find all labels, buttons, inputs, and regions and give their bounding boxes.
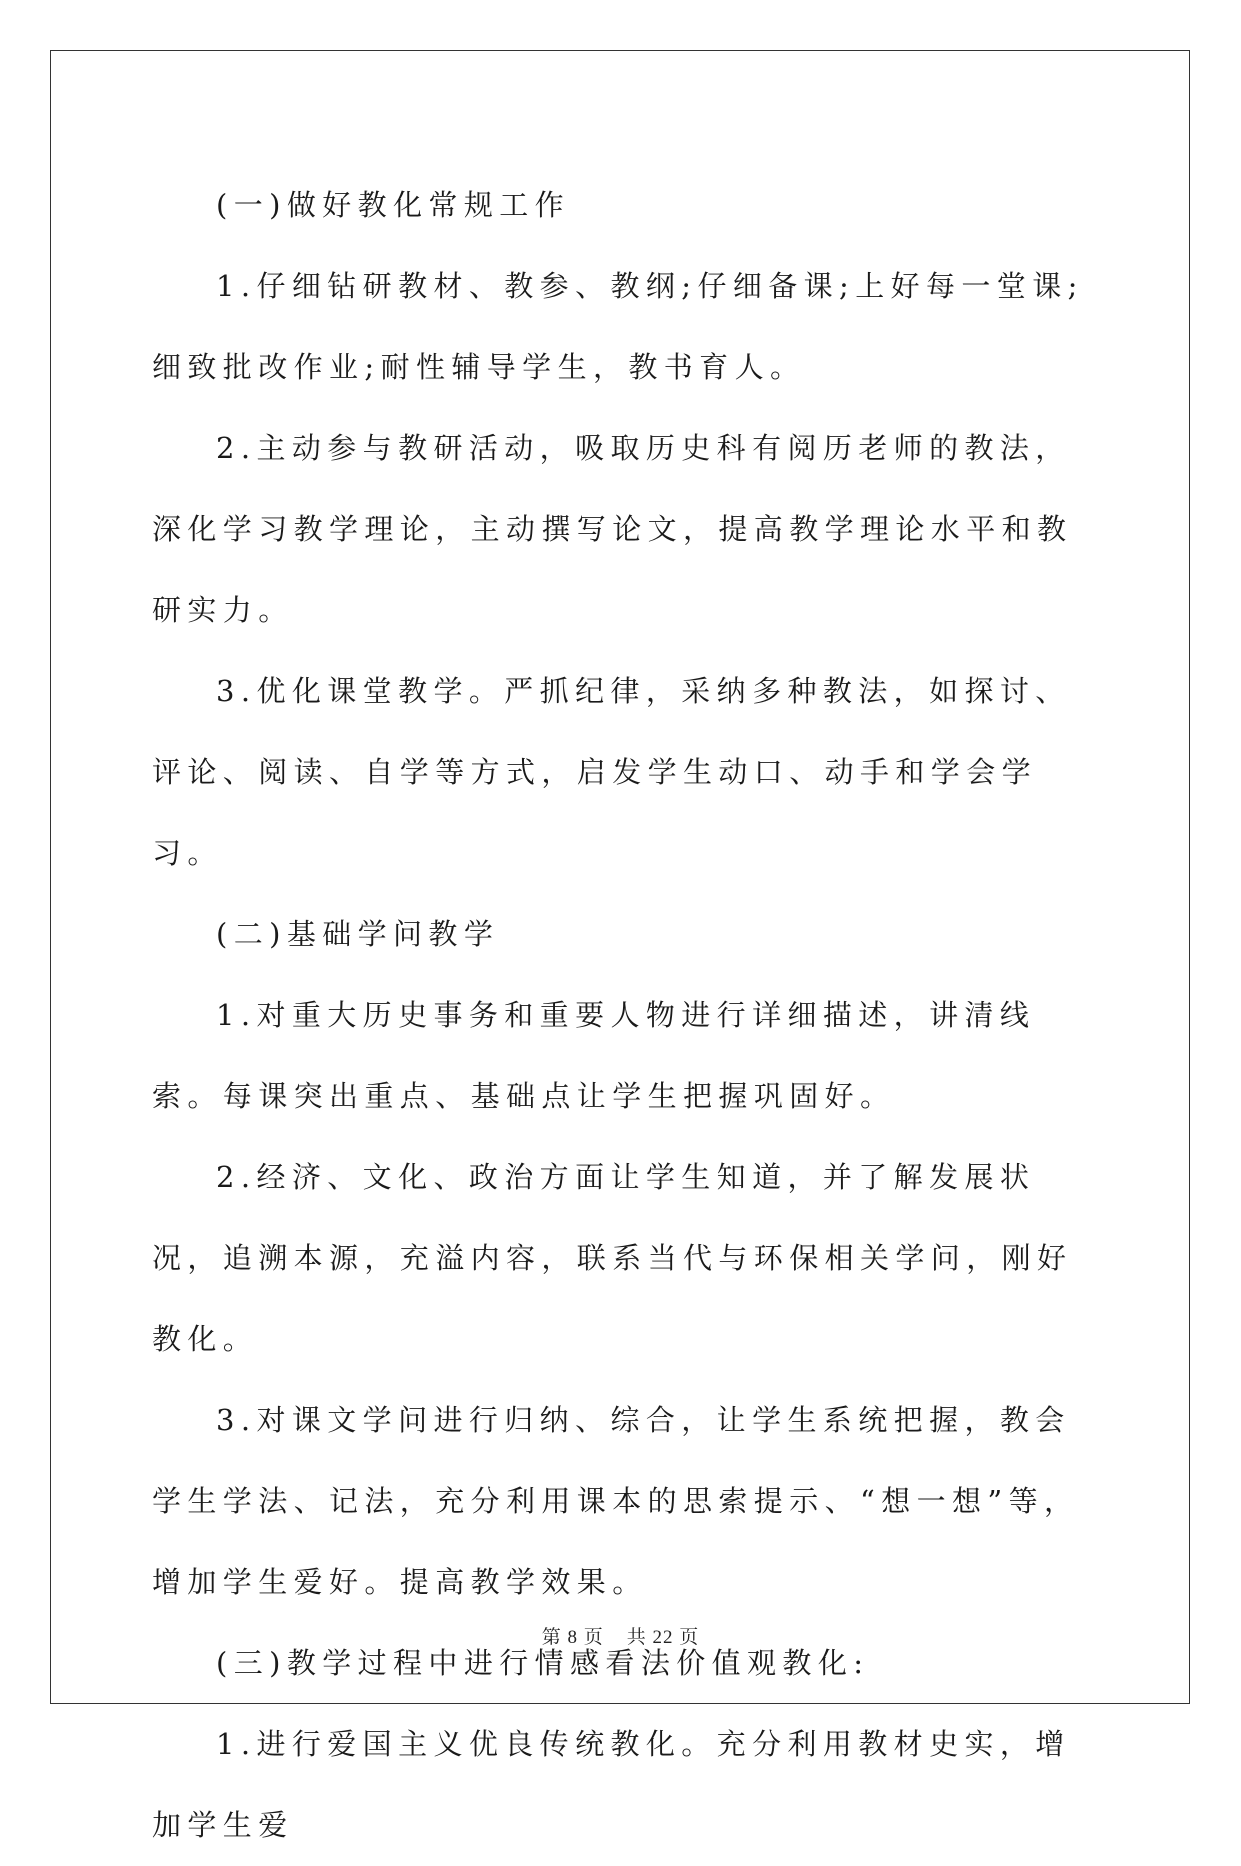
paragraph: 3.优化课堂教学。严抓纪律，采纳多种教法，如探讨、评论、阅读、自学等方式，启发学生动口、动手和学会学习。 (152, 674, 1071, 870)
paragraph: 1.对重大历史事务和重要人物进行详细描述，讲清线索。每课突出重点、基础点让学生把握巩固好。 (152, 998, 1036, 1113)
page-number: 第 8 页 (541, 1627, 604, 1648)
paragraph: 2.主动参与教研活动，吸取历史科有阅历老师的教法，深化学习教学理论，主动撰写论文，提高教学理论水平和教研实力。 (152, 431, 1073, 627)
section-heading-2: (二)基础学问教学 (216, 917, 500, 951)
section-heading-3: (三)教学过程中进行情感看法价值观教化: (216, 1646, 870, 1680)
paragraph: 3.对课文学问进行归纳、综合，让学生系统把握，教会学生学法、记法，充分利用课本的思索提示、“想一想”等，增加学生爱好。提高教学效果。 (152, 1403, 1080, 1599)
paragraph: 1.进行爱国主义优良传统教化。充分利用教材史实，增加学生爱 (152, 1727, 1071, 1842)
section-heading-1: (一)做好教化常规工作 (216, 188, 571, 222)
paragraph: 1.仔细钻研教材、教参、教纲;仔细备课;上好每一堂课;细致批改作业;耐性辅导学生，教书育人。 (152, 269, 1084, 384)
document-body (152, 165, 1092, 1866)
page-total: 共 22 页 (626, 1627, 700, 1648)
paragraph: 2.经济、文化、政治方面让学生知道，并了解发展状况，追溯本源，充溢内容，联系当代与环保相关学问，刚好教化。 (152, 1160, 1073, 1356)
page-footer (0, 1622, 1241, 1649)
